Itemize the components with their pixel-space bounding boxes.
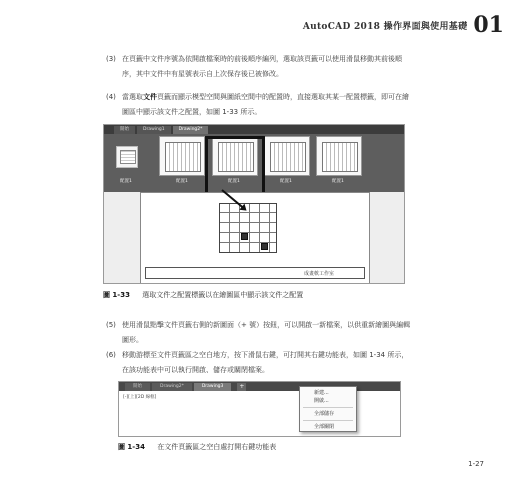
layout-label: 配置1: [332, 179, 344, 184]
tab-drawing3[interactable]: Drawing3: [194, 383, 232, 391]
paragraph-6: [106, 348, 412, 378]
menu-item-close-all[interactable]: 全部關閉: [314, 424, 335, 430]
floor-plan-drawing: [219, 203, 277, 253]
caption-text: 在文件頁籤區之空白處打開右鍵功能表: [157, 443, 277, 451]
new-drawing-button[interactable]: +: [239, 383, 245, 390]
caption-text: 選取文件之配置標籤以在繪圖區中顯示該文件之配置: [142, 291, 304, 299]
figure-1-34-screenshot: [118, 381, 401, 437]
document-tab-bar: [119, 382, 400, 391]
tab-drawing2[interactable]: Drawing2*: [173, 126, 209, 134]
page-number: 1-27: [468, 460, 484, 468]
layout-thumbnail[interactable]: [159, 136, 205, 176]
plan-marker: [261, 243, 268, 250]
running-header: [303, 14, 504, 36]
drawing-area[interactable]: [140, 192, 370, 284]
tab-start[interactable]: 開始: [125, 383, 150, 391]
paragraph-text-bold: 文件: [143, 93, 157, 101]
layout-thumbnail[interactable]: [116, 146, 138, 168]
paragraph-text-post: 頁籤而顯示模型空間與圖紙空間中的配置時，直接選取其某一配置標籤，即可在繪圖區中顯示該文件之配置，如圖 1-33 所示。: [122, 93, 409, 116]
menu-item-save-all[interactable]: 全部儲存: [314, 411, 335, 417]
paragraph-3: [106, 52, 412, 82]
layout-thumbnail[interactable]: [264, 136, 310, 176]
layout-label: 配置1: [120, 179, 132, 184]
viewport-controls[interactable]: [-][上][2D 線框]: [123, 395, 157, 400]
paragraph-text: 移動游標至文件頁籤區之空白地方，按下滑鼠右鍵，可打開其右鍵功能表，如圖 1-34 所示，在該功能表中可以執行開啟、儲存或關閉檔案。: [122, 351, 409, 374]
paragraph-text-pre: 當選取: [122, 93, 143, 101]
layout-thumbnail[interactable]: [316, 136, 362, 176]
paragraph-number: (5): [106, 321, 116, 329]
layout-label: 配置1: [176, 179, 188, 184]
plan-marker: [241, 233, 248, 240]
caption-label: 圖 1-33: [103, 291, 130, 299]
layout-label: 配置1: [280, 179, 292, 184]
paragraph-5: [106, 318, 412, 348]
paragraph-4: [106, 90, 412, 120]
paragraph-number: (3): [106, 55, 116, 63]
paragraph-number: (4): [106, 93, 116, 101]
tab-drawing2[interactable]: Drawing2*: [152, 383, 192, 391]
figure-1-33-caption: [103, 290, 303, 300]
paragraph-number: (6): [106, 351, 116, 359]
layout-label: 配置1: [228, 179, 240, 184]
drawing-area[interactable]: [119, 391, 400, 437]
menu-separator: [303, 407, 353, 408]
menu-item-open[interactable]: 開啟...: [314, 398, 329, 404]
chapter-number: 01: [473, 12, 504, 38]
tab-start[interactable]: 開始: [114, 126, 135, 134]
title-block-text: 成畫軟工作室: [303, 271, 334, 277]
figure-1-34-caption: [118, 442, 276, 452]
tab-drawing1[interactable]: Drawing1: [137, 126, 171, 134]
context-menu: [299, 386, 357, 432]
header-title: AutoCAD 2018 操作界面與使用基礎: [302, 21, 468, 32]
title-block: [145, 267, 365, 279]
caption-label: 圖 1-34: [118, 443, 145, 451]
figure-1-33-screenshot: [103, 124, 405, 284]
document-tab-bar: [104, 125, 404, 134]
menu-item-new[interactable]: 新建...: [314, 390, 329, 396]
menu-separator: [303, 420, 353, 421]
paragraph-text: 在頁籤中文件序號為依開啟檔案時的前後順序編列，選取該頁籤可以使用滑鼠移動其前後順序，其中文件中有星號表示自上次保存後已被修改。: [122, 55, 402, 78]
paragraph-text: 使用滑鼠點擊文件頁籤右側的新圖面（+ 號）按鈕，可以開啟一新檔案，以供重新繪圖與編輯圖形。: [122, 321, 411, 344]
